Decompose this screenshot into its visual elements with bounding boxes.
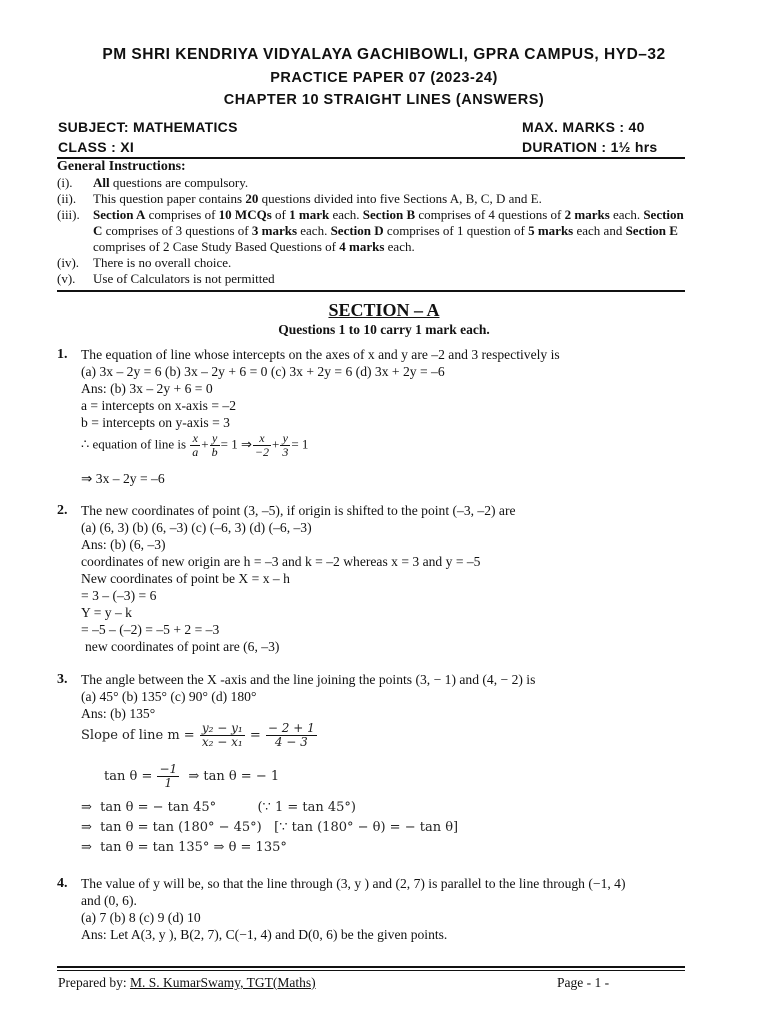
q2-line4: Y = y – k (81, 605, 132, 620)
instruction-number: (iv). (57, 255, 80, 270)
q3-options: (a) 45° (b) 135° (c) 90° (d) 180° (81, 689, 257, 704)
chapter-title: CHAPTER 10 STRAIGHT LINES (ANSWERS) (223, 92, 545, 108)
instruction-item (57, 271, 687, 287)
instruction-text: All questions are compulsory. (93, 175, 249, 190)
instructions-list (57, 175, 687, 287)
q1-frac-y-3: $\frac{y}{3}$ (282, 431, 289, 459)
q2-line3: = 3 – (–3) = 6 (81, 588, 157, 603)
q1-frac-x-a: $\frac{x}{a}$ (192, 431, 199, 459)
q3-slope: Slope of line m = $\frac{\text{y₂ − y₁}}{\text{x₂ − x₁}}$ = $\frac{- 2 + 1}{4 - 3}$ (81, 721, 315, 749)
q3-tan: tan θ = $\frac{-1}{1}$ ⇒ tan θ = − 1 (104, 762, 280, 790)
q4-number: 4. (57, 876, 68, 891)
footer-prepared: Prepared by: M. S. KumarSwamy, TGT(Maths) (58, 975, 316, 990)
school-name: PM SHRI KENDRIYA VIDYALAYA GACHIBOWLI, GPRA CAMPUS, HYD–32 (102, 46, 666, 63)
instruction-number: (ii). (57, 191, 77, 206)
q3-number: 3. (57, 672, 68, 687)
footer-author: M. S. KumarSwamy, TGT(Maths) (129, 975, 316, 990)
instruction-text: Section A comprises of 10 MCQs of 1 mark each. Section B comprises of 4 questions of 2 marks each. Section C comprises of 3 questions of 3 marks each. Section D comprises of 1 question of 5 marks each and Section E comprises of 2 Case Study Based Questions of 4 marks each. (93, 207, 684, 254)
q1-equation: ∴ equation of line is $\frac{x}{a}$ + $\frac{y}{b}$ = 1 ⇒ $\frac{x}{-2}$ + $\frac{y}{3}$ = 1 (81, 431, 309, 459)
q2-line1: coordinates of new origin are h = –3 and k = –2 whereas x = 3 and y = –5 (81, 554, 481, 569)
q2-answer: Ans: (b) (6, –3) (81, 537, 166, 552)
q2-line6: new coordinates of point are (6, –3) (85, 639, 280, 654)
q1-a: a = intercepts on x-axis = –2 (81, 398, 237, 413)
q1-frac-y-b: $\frac{y}{b}$ (211, 431, 218, 459)
section-subtitle: Questions 1 to 10 carry 1 mark each. (278, 322, 490, 337)
instruction-number: (i). (57, 175, 73, 190)
instruction-text: Use of Calculators is not permitted (93, 271, 275, 286)
q4-question-cont: and (0, 6). (81, 893, 137, 908)
footer-divider-bottom (57, 970, 685, 971)
q3-question: The angle between the X -axis and the line joining the points (3, − 1) and (4, − 2) is (81, 672, 536, 687)
instruction-item (57, 255, 687, 271)
instruction-item (57, 175, 687, 191)
instructions-title: General Instructions: (57, 159, 186, 174)
q2-line2: New coordinates of point be X = x – h (81, 571, 290, 586)
instructions-block (57, 159, 687, 287)
instruction-text: There is no overall choice. (93, 255, 232, 270)
q2-number: 2. (57, 503, 68, 518)
section-title: SECTION – A (328, 300, 440, 320)
q3-frac-tan: $\frac{-1}{1}$ (159, 762, 178, 790)
q1-answer: Ans: (b) 3x – 2y + 6 = 0 (81, 381, 213, 396)
q2-line5: = –5 – (–2) = –5 + 2 = –3 (81, 622, 220, 637)
q1-b: b = intercepts on y-axis = 3 (81, 415, 230, 430)
instruction-text: This question paper contains 20 questions divided into five Sections A, B, C, D and E. (93, 191, 542, 206)
q3-frac-general: $\frac{\text{y₂ − y₁}}{\text{x₂ − x₁}}$ (201, 721, 243, 749)
duration-label: DURATION : 1½ hrs (522, 139, 658, 155)
q1-frac-x-2: $\frac{x}{-2}$ (254, 431, 269, 459)
q3-frac-values: $\frac{- 2 + 1}{4 - 3}$ (267, 721, 315, 749)
q1-number: 1. (57, 347, 68, 362)
q1-question: The equation of line whose intercepts on the axes of x and y are –2 and 3 respectively is (81, 347, 560, 362)
q2-options: (a) (6, 3) (b) (6, –3) (c) (–6, 3) (d) (–6, –3) (81, 520, 312, 535)
q1-eq-prefix: ∴ equation of line is (81, 436, 187, 452)
instruction-number: (v). (57, 271, 76, 286)
instruction-number: (iii). (57, 207, 80, 222)
instructions-divider (57, 290, 685, 292)
q4-question: The value of y will be, so that the line through (3, y ) and (2, 7) is parallel to the line through (−1, 4) (81, 876, 626, 891)
q3-step2: ⇒ tan θ = tan (180° − 45°) [∵ tan (180° − θ) = − tan θ] (81, 820, 459, 835)
q1-result: ⇒ 3x – 2y = –6 (81, 471, 165, 486)
paper-title: PRACTICE PAPER 07 (2023-24) (270, 70, 498, 86)
q3-answer: Ans: (b) 135° (81, 706, 156, 721)
footer-divider-top (57, 966, 685, 968)
instruction-item (57, 207, 687, 255)
class-label: CLASS : XI (58, 139, 135, 155)
footer-page: Page - 1 - (557, 975, 610, 990)
max-marks-label: MAX. MARKS : 40 (522, 119, 645, 135)
subject-label: SUBJECT: MATHEMATICS (58, 119, 238, 135)
q3-step1: ⇒ tan θ = − tan 45° (∵ 1 = tan 45°) (81, 800, 356, 815)
q3-step3: ⇒ tan θ = tan 135° ⇒ θ = 135° (81, 840, 287, 855)
q2-question: The new coordinates of point (3, –5), if origin is shifted to the point (–3, –2) are (81, 503, 516, 518)
q4-answer: Ans: Let A(3, y ), B(2, 7), C(−1, 4) and D(0, 6) be the given points. (81, 927, 448, 942)
q1-options: (a) 3x – 2y = 6 (b) 3x – 2y + 6 = 0 (c) 3x + 2y = 6 (d) 3x + 2y = –6 (81, 364, 445, 379)
instruction-item (57, 191, 687, 207)
q4-options: (a) 7 (b) 8 (c) 9 (d) 10 (81, 910, 201, 925)
